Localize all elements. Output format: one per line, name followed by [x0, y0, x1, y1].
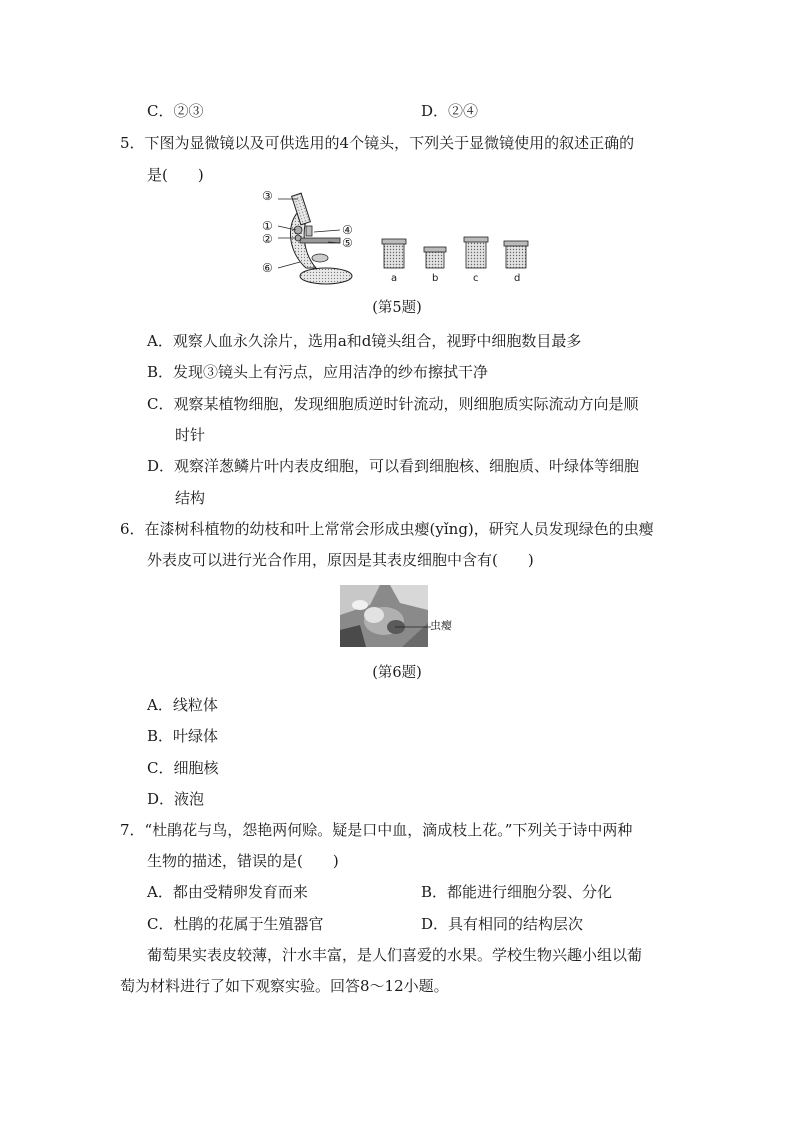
microscope-label-4: ④: [342, 223, 353, 237]
microscope-label-5: ⑤: [342, 236, 353, 250]
q6-stem-line1: 6．在漆树科植物的幼枝和叶上常常会形成虫瘿(yǐng)，研究人员发现绿色的虫瘿: [120, 520, 654, 538]
q4-option-c: C．②③: [147, 102, 204, 120]
q6-option-d: D．液泡: [147, 790, 205, 808]
q5-option-d-line1: D．观察洋葱鳞片叶内表皮细胞，可以看到细胞核、细胞质、叶绿体等细胞: [147, 457, 640, 475]
q7-stem-line1: 7．“杜鹃花与鸟，怨艳两何赊。疑是口中血，滴成枝上花。”下列关于诗中两种: [120, 821, 633, 839]
gall-leader-line: [395, 622, 435, 632]
q5-option-a: A．观察人血永久涂片，选用a和d镜头组合，视野中细胞数目最多: [147, 332, 582, 350]
q7-option-a: A．都由受精卵发育而来: [147, 883, 308, 901]
q7-option-d: D．具有相同的结构层次: [421, 915, 584, 933]
lenses-figure: [380, 236, 540, 272]
q7-option-b: B．都能进行细胞分裂、分化: [421, 883, 613, 901]
passage-line1: 葡萄果实表皮较薄，汁水丰富，是人们喜爱的水果。学校生物兴趣小组以葡: [147, 946, 643, 964]
q5-option-c-line2: 时针: [175, 426, 206, 444]
q6-stem-line2: 外表皮可以进行光合作用，原因是其表皮细胞中含有( ): [147, 551, 534, 569]
gall-label: 虫瘿: [430, 619, 452, 632]
q6-figure-caption: (第6题): [372, 665, 422, 681]
q7-stem-line2: 生物的描述，错误的是( ): [147, 852, 339, 870]
microscope-label-2: ②: [262, 232, 273, 246]
passage-line2: 萄为材料进行了如下观察实验。回答8～12小题。: [120, 977, 449, 995]
q5-option-b: B．发现③镜头上有污点，应用洁净的纱布擦拭干净: [147, 363, 489, 381]
microscope-label-6: ⑥: [262, 261, 273, 275]
lens-label-b: b: [432, 273, 439, 284]
microscope-label-1: ①: [262, 219, 273, 233]
gall-photo: [340, 585, 428, 647]
q6-option-c: C．细胞核: [147, 759, 219, 777]
microscope-label-3: ③: [262, 189, 273, 203]
lens-label-d: d: [514, 273, 521, 284]
q5-option-c-line1: C．观察某植物细胞，发现细胞质逆时针流动，则细胞质实际流动方向是顺: [147, 395, 639, 413]
q6-option-b: B．叶绿体: [147, 727, 219, 745]
q5-stem-line1: 5．下图为显微镜以及可供选用的4个镜头，下列关于显微镜使用的叙述正确的: [120, 134, 635, 152]
q5-stem-line2: 是( ): [147, 166, 204, 184]
q6-option-a: A．线粒体: [147, 696, 218, 714]
lens-label-c: c: [473, 273, 479, 284]
q7-option-c: C．杜鹃的花属于生殖器官: [147, 915, 324, 933]
q4-option-d: D．②④: [421, 102, 479, 120]
q5-figure-caption: (第5题): [372, 300, 422, 316]
lens-label-a: a: [391, 273, 398, 284]
q5-option-d-line2: 结构: [175, 489, 206, 507]
